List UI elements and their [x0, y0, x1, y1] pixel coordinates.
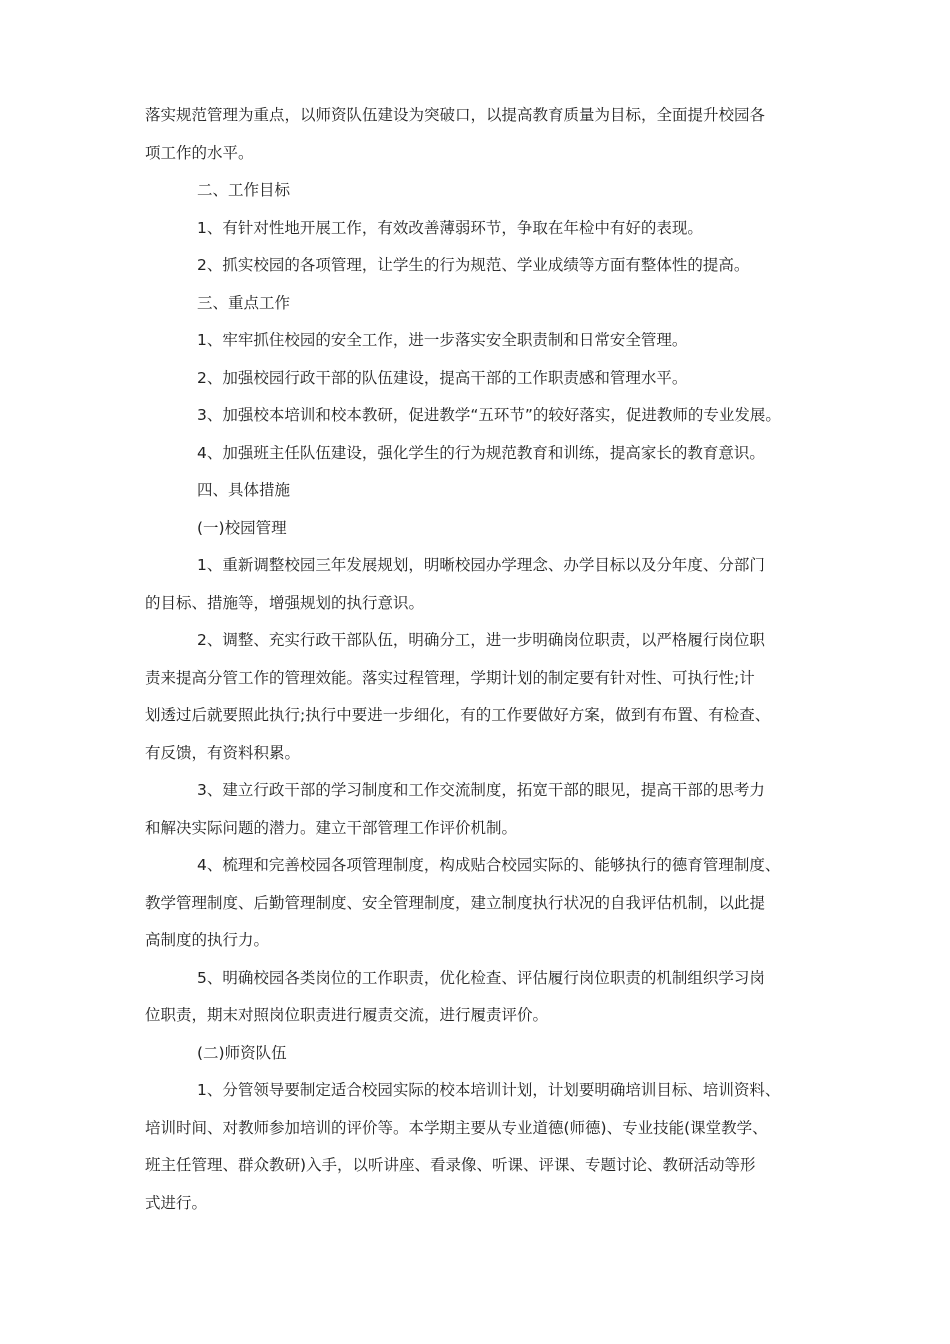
paragraph	[145, 1035, 825, 1073]
paragraph-line: 高制度的执行力。	[145, 931, 270, 949]
paragraph	[145, 435, 825, 473]
paragraph	[145, 847, 825, 960]
paragraph-line: 班主任管理、群众教研)入手，以听讲座、看录像、听课、评课、专题讨论、教研活动等形	[145, 1156, 756, 1174]
paragraph	[145, 172, 825, 210]
paragraph-line: 四、具体措施	[197, 481, 291, 499]
paragraph	[145, 510, 825, 548]
paragraph-line: 和解决实际问题的潜力。建立干部管理工作评价机制。	[145, 818, 518, 837]
paragraph-line: 的目标、措施等，增强规划的执行意识。	[145, 593, 425, 612]
paragraph-line: 项工作的水平。	[145, 143, 254, 162]
paragraph	[145, 772, 825, 847]
paragraph	[145, 622, 825, 772]
paragraph-line: 4、梳理和完善校园各项管理制度，构成贴合校园实际的、能够执行的德育管理制度、	[197, 856, 781, 874]
paragraph-line: 5、明确校园各类岗位的工作职责，优化检查、评估履行岗位职责的机制组织学习岗	[197, 968, 765, 987]
document-body	[145, 97, 825, 1222]
paragraph-line: 落实规范管理为重点，以师资队伍建设为突破口，以提高教育质量为目标，全面提升校园各	[145, 106, 766, 124]
paragraph-line: 教学管理制度、后勤管理制度、安全管理制度，建立制度执行状况的自我评估机制，以此提	[145, 893, 766, 912]
paragraph-line: 2、抓实校园的各项管理，让学生的行为规范、学业成绩等方面有整体性的提高。	[197, 256, 750, 274]
paragraph-line: 责来提高分管工作的管理效能。落实过程管理，学期计划的制定要有针对性、可执行性;计	[145, 668, 755, 687]
paragraph-line: 2、加强校园行政干部的队伍建设，提高干部的工作职责感和管理水平。	[197, 368, 688, 387]
paragraph	[145, 285, 825, 323]
paragraph-line: 1、牢牢抓住校园的安全工作，进一步落实安全职责制和日常安全管理。	[197, 331, 688, 349]
paragraph	[145, 547, 825, 622]
paragraph-line: 培训时间、对教师参加培训的评价等。本学期主要从专业道德(师德)、专业技能(课堂教学、	[145, 1118, 768, 1137]
paragraph	[145, 322, 825, 360]
paragraph-line: (一)校园管理	[197, 518, 287, 537]
paragraph-line: 划透过后就要照此执行;执行中要进一步细化，有的工作要做好方案，做到有布置、有检查、	[145, 706, 771, 724]
paragraph	[145, 360, 825, 398]
paragraph-line: 1、有针对性地开展工作，有效改善薄弱环节，争取在年检中有好的表现。	[197, 218, 703, 237]
paragraph-line: 1、重新调整校园三年发展规划，明晰校园办学理念、办学目标以及分年度、分部门	[197, 556, 765, 574]
paragraph-line: 二、工作目标	[197, 181, 291, 199]
paragraph	[145, 210, 825, 248]
paragraph	[145, 397, 825, 435]
paragraph	[145, 472, 825, 510]
paragraph-line: 3、加强校本培训和校本教研，促进教学“五环节”的较好落实，促进教师的专业发展。	[197, 406, 781, 424]
paragraph-line: 三、重点工作	[197, 293, 291, 312]
paragraph-line: (二)师资队伍	[197, 1043, 287, 1062]
paragraph-line: 3、建立行政干部的学习制度和工作交流制度，拓宽干部的眼见，提高干部的思考力	[197, 781, 765, 799]
paragraph-line: 2、调整、充实行政干部队伍，明确分工，进一步明确岗位职责，以严格履行岗位职	[197, 631, 765, 649]
paragraph	[145, 97, 825, 172]
paragraph-line: 式进行。	[145, 1193, 208, 1212]
paragraph-line: 4、加强班主任队伍建设，强化学生的行为规范教育和训练，提高家长的教育意识。	[197, 443, 765, 462]
paragraph	[145, 247, 825, 285]
paragraph-line: 位职责，期末对照岗位职责进行履责交流，进行履责评价。	[145, 1006, 549, 1024]
paragraph	[145, 1072, 825, 1222]
paragraph-line: 有反馈，有资料积累。	[145, 743, 301, 762]
paragraph-line: 1、分管领导要制定适合校园实际的校本培训计划，计划要明确培训目标、培训资料、	[197, 1081, 781, 1099]
paragraph	[145, 960, 825, 1035]
